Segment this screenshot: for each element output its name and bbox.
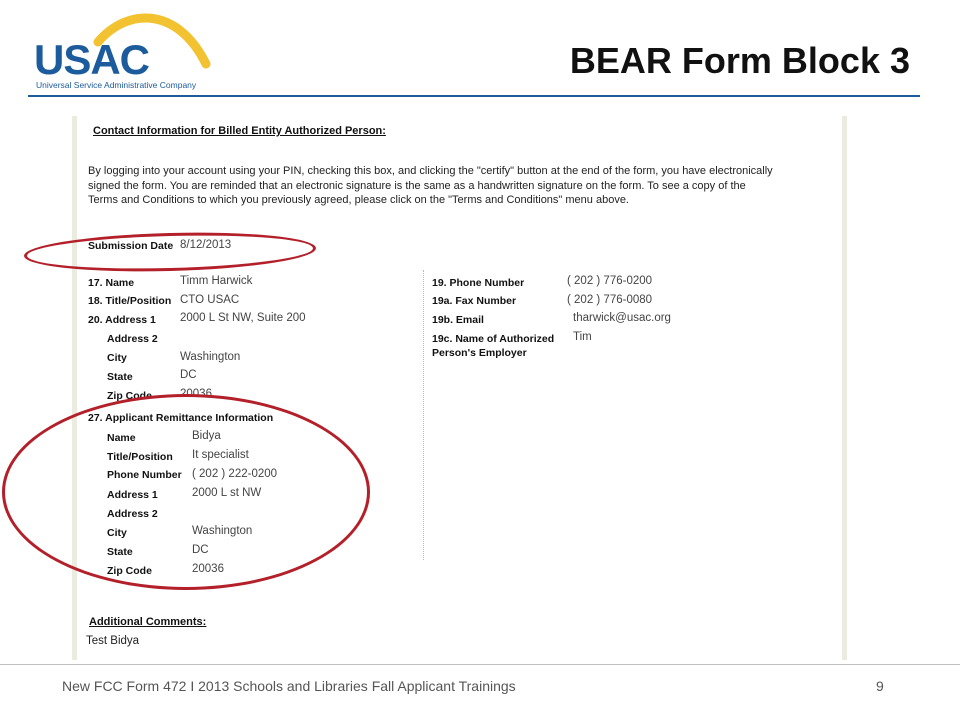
- remit-city-value: Washington: [192, 525, 253, 537]
- remit-state-label: State: [107, 546, 133, 558]
- certification-paragraph: By logging into your account using your PIN, checking this box, and clicking the "certify" button at the end of the form, you have electronically signed the form. You are reminded that an electronic signature is the same as a handwritten signature on the form. To see a copy of the Terms and Conditions to which you previously agreed, please click on the "Terms and Conditions" menu above.: [88, 165, 773, 206]
- contact-info-heading: Contact Information for Billed Entity Authorized Person:: [93, 125, 386, 137]
- remit-address1-label: Address 1: [107, 489, 158, 501]
- phone-number-label: 19. Phone Number: [432, 277, 525, 289]
- address2-label: Address 2: [107, 333, 158, 345]
- fax-number-value: ( 202 ) 776-0080: [567, 294, 653, 306]
- usac-logo: [28, 12, 218, 92]
- address1-label: 20. Address 1: [88, 314, 156, 326]
- remit-address1-value: 2000 L st NW: [192, 487, 262, 499]
- additional-comments-heading: Additional Comments:: [89, 616, 207, 628]
- remit-zip-label: Zip Code: [107, 565, 152, 577]
- employer-label: 19c. Name of Authorized: [432, 333, 555, 345]
- city-value: Washington: [180, 351, 241, 363]
- email-value: tharwick@usac.org: [573, 312, 671, 324]
- submission-date-label: Submission Date: [88, 240, 174, 252]
- state-value: DC: [180, 369, 197, 381]
- address1-value: 2000 L St NW, Suite 200: [180, 312, 306, 324]
- logo-text: USAC: [34, 36, 150, 83]
- zip-code-value: 20036: [180, 388, 212, 400]
- title-position-label: 18. Title/Position: [88, 295, 172, 307]
- logo-subtitle: Universal Service Administrative Company: [36, 80, 197, 90]
- footer-divider: [0, 664, 960, 665]
- remit-title-label: Title/Position: [107, 451, 173, 463]
- remit-city-label: City: [107, 527, 127, 539]
- name-label: 17. Name: [88, 277, 135, 289]
- page-number: 9: [876, 678, 884, 694]
- state-label: State: [107, 371, 133, 383]
- city-label: City: [107, 352, 127, 364]
- employer-value: Tim: [573, 331, 592, 343]
- remit-title-value: It specialist: [192, 449, 249, 461]
- remit-name-label: Name: [107, 432, 136, 444]
- remit-address2-label: Address 2: [107, 508, 158, 520]
- remit-zip-value: 20036: [192, 563, 224, 575]
- employer-label-line2: Person's Employer: [432, 347, 527, 359]
- phone-number-value: ( 202 ) 776-0200: [567, 275, 653, 287]
- fax-number-label: 19a. Fax Number: [432, 295, 517, 307]
- name-value: Timm Harwick: [180, 275, 253, 287]
- zip-code-label: Zip Code: [107, 390, 152, 402]
- remittance-highlight: [2, 394, 370, 590]
- title-divider: [28, 95, 920, 97]
- remittance-heading: 27. Applicant Remittance Information: [88, 412, 274, 424]
- submission-date-value: 8/12/2013: [180, 239, 232, 251]
- email-label: 19b. Email: [432, 314, 484, 326]
- slide-title: BEAR Form Block 3: [569, 40, 910, 81]
- remit-name-value: Bidya: [192, 430, 221, 442]
- remit-phone-value: ( 202 ) 222-0200: [192, 468, 278, 480]
- remit-phone-label: Phone Number: [107, 469, 182, 481]
- column-divider: [423, 270, 424, 560]
- footer-text: New FCC Form 472 I 2013 Schools and Libraries Fall Applicant Trainings: [62, 678, 516, 694]
- additional-comments-value: Test Bidya: [86, 635, 140, 647]
- remit-state-value: DC: [192, 544, 209, 556]
- title-position-value: CTO USAC: [180, 294, 240, 306]
